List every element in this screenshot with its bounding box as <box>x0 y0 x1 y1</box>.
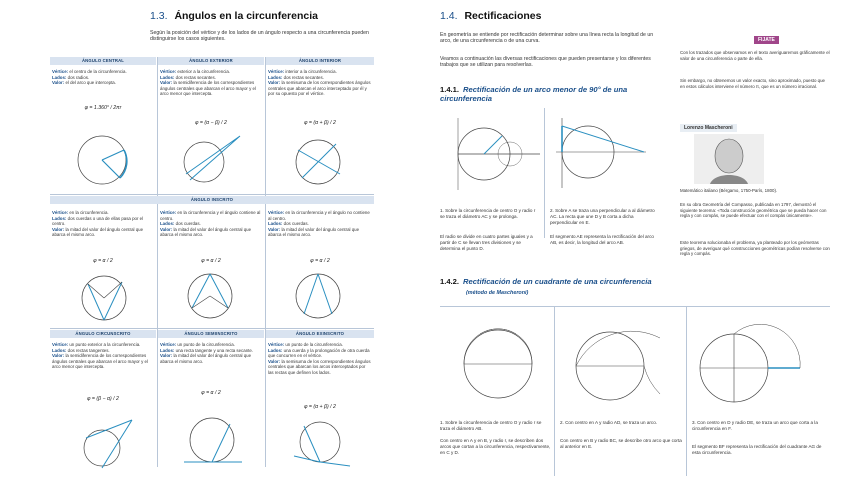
section-divider <box>440 306 830 307</box>
formula-inscrito-2: φ = α / 2 <box>201 258 221 264</box>
caption-m3b: El segmento BF representa la rectificación del cuadrante AG de esta circunferencia. <box>692 444 822 455</box>
row-divider <box>50 328 374 329</box>
header-circunscrito: ÁNGULO CIRCUNSCRITO <box>50 330 156 338</box>
cell-circunscrito: Vértice: un punto exterior a la circunferencia. Lados: dos rectas tangentes. Valor: la semidiferencia de los correspondientes ángulos centrales que abarcan el arco mayor y el arco menor que intercepta. <box>52 342 148 370</box>
figure-inscribed-2 <box>180 268 242 326</box>
cell-inscrito-1: Vértice: en la circunferencia. Lados: dos cuerdas o una de ellas pasa por el centro. Valor: la mitad del valor del ángulo central que abarca el mismo arco. <box>52 210 144 238</box>
figure-inscribed-3 <box>288 268 350 326</box>
cell-inscrito-2: Vértice: en la circunferencia y el ángulo contiene al centro. Lados: dos cuerdas. Valor: la mitad del valor del ángulo central que abarca el mismo arco. <box>160 210 261 238</box>
figure-circumscribed <box>72 412 138 472</box>
subsection-2-heading: 1.4.2. Rectificación de un cuadrante de una circunferencia <box>440 277 652 286</box>
formula-central: φ = 1.360° / 2πr <box>84 105 122 111</box>
cell-exterior: Vértice: exterior a la circunferencia. Lados: dos rectas secantes. Valor: la semidiferencia de los correspondientes ángulos centrales que abarcan el arco mayor y el arco menor que intercepta. <box>160 69 256 97</box>
header-inscrito: ÁNGULO INSCRITO <box>50 196 374 204</box>
cell-exinscrito: Vértice: un punto de la circunferencia. Lados: una cuerda y la prolongación de otra cuerda que concurren en el vértice. Valor: la semisuma de los correspondientes ángulos centrales que abarcan los arcos interceptados por las rectas que definen los lados. <box>268 342 371 375</box>
caption-2b: El segmento AE representa la rectificación del arco AB, es decir, la longitud del arco AB. <box>550 234 654 245</box>
figure-semiinscribed <box>182 410 244 472</box>
subsection-1-heading: 1.4.1. Rectificación de un arco menor de 90° de una circunferencia <box>440 85 628 103</box>
caption-m2a: 2. Con centro en A y radio AD, se traza un arco. <box>560 420 658 425</box>
portrait-image <box>694 134 764 184</box>
sidebar-bio: Matemático italiano (Bérgamo, 1750-París, 1800). <box>680 188 778 193</box>
caption-m1b: Con centro en A y en B, y radio r, se describen dos arcos que cortan a la circunferencia, respectivamente, en C y D. <box>440 438 551 455</box>
cell-inscrito-3: Vértice: en la circunferencia y el ángulo no contiene al centro. Lados: dos cuerdas. Valor: la mitad del valor del ángulo central que abarca el mismo arco. <box>268 210 370 238</box>
figure-interior-angle <box>288 132 352 192</box>
formula-inscrito-3: φ = α / 2 <box>310 258 330 264</box>
header-exterior: ÁNGULO EXTERIOR <box>158 57 264 65</box>
sidebar-note-4: Este teorema solucionaba el problema, ya planteado por los geómetras griegos, de averiguar qué construcciones geométricas podían resolverse con regla y compás. <box>680 240 830 257</box>
header-interior: ÁNGULO INTERIOR <box>266 57 374 65</box>
cell-interior: Vértice: interior a la circunferencia. Lados: dos rectas secantes. Valor: la semisuma de los correspondientes ángulos centrales que abarcan el arco interceptado por él y por su opuesto por el vértice. <box>268 69 371 97</box>
cell-semiinscrito: Vértice: un punto de la circunferencia. Lados: una recta tangente y una recta secante. Valor: la mitad del valor del ángulo central que abarca el mismo arco. <box>160 342 254 364</box>
caption-1a: 1. Sobre la circunferencia de centro O y radio r se traza el diámetro AC y se prolonga. <box>440 208 536 219</box>
figure-divider <box>686 306 687 476</box>
intro-paragraph-1: En geometría se entiende por rectificación determinar sobre una línea recta la longitud de un arco, de una circunferencia o de una curva. <box>440 32 654 45</box>
formula-exterior: φ = (α − β) / 2 <box>195 120 227 126</box>
column-divider <box>265 57 266 467</box>
formula-circunscrito: φ = (β − α) / 2 <box>87 396 119 402</box>
subsection-2-method: (método de Mascheroni) <box>466 290 529 296</box>
row-divider <box>50 194 374 195</box>
column-divider <box>157 57 158 467</box>
caption-1b: El radio se divide en cuatro partes iguales y a partir de C se llevan tres divisiones y se determina el punto D. <box>440 234 533 251</box>
figure-exinscribed <box>290 414 354 472</box>
caption-m3a: 3. Con centro en D y radio DE, se traza un arco que corta a la circunferencia en F. <box>692 420 818 431</box>
section-number: 1.3. <box>150 10 168 22</box>
caption-m1a: 1. Sobre la circunferencia de centro O y radio r se traza el diámetro AB. <box>440 420 542 431</box>
right-page <box>424 0 848 477</box>
figure-mascheroni-2 <box>564 318 682 412</box>
section-number-right: 1.4. <box>440 10 458 22</box>
fijate-tag: FIJATE <box>754 36 779 44</box>
header-central: ÁNGULO CENTRAL <box>50 57 156 65</box>
figure-inscribed-1 <box>74 270 136 326</box>
figure-rectification-2 <box>550 112 650 192</box>
header-semiinscrito: ÁNGULO SEMIINSCRITO <box>158 330 264 338</box>
formula-semiinscrito: φ = α / 2 <box>201 390 221 396</box>
caption-2a: 2. Sobre A se traza una perpendicular a al diámetro AC. La recta que une D y B corta a dicha perpendicular en E. <box>550 208 655 225</box>
section-title <box>150 10 318 22</box>
caption-m2b: Con centro en B y radio BC, se describe otro arco que corta al anterior en E. <box>560 438 682 449</box>
figure-exterior-angle <box>176 130 246 190</box>
section-heading-right: Rectificaciones <box>464 10 542 22</box>
sidebar-note-1: Con los trazados que observamos en el texto averiguaremos gráficamente el valor de una circunferencia o parte de ella. <box>680 50 830 61</box>
intro-text: Según la posición del vértice y de los lados de un ángulo respecto a una circunferencia pueden distinguirse los casos siguientes. <box>150 30 369 43</box>
figure-rectification-1 <box>444 114 542 194</box>
sidebar-note-3: En su obra Geometría del Compasso, publicada en 1797, demostró el siguiente teorema: «Toda construcción geométrica que se pueda hacer con regla y con compás, se puede efectuar con el compás únicamente». <box>680 202 827 219</box>
header-exinscrito: ÁNGULO EXINSCRITO <box>266 330 374 338</box>
sidebar-note-2: Sin embargo, no obtenemos un valor exacto, sino aproximado, puesto que en estos cálculos interviene el número π, que es un número irracional. <box>680 78 825 89</box>
figure-divider <box>544 108 545 238</box>
section-heading: Ángulos en la circunferencia <box>174 10 318 22</box>
formula-inscrito-1: φ = α / 2 <box>93 258 113 264</box>
figure-mascheroni-1 <box>446 318 550 412</box>
figure-divider <box>554 306 555 476</box>
section-title-right <box>440 10 541 22</box>
formula-interior: φ = (α + β) / 2 <box>304 120 336 126</box>
intro-paragraph-2: Veamos a continuación las diversas rectificaciones que pueden presentarse y los diferentes trabajos que se utilizan para resolverlas. <box>440 56 651 69</box>
formula-exinscrito: φ = (α + β) / 2 <box>304 404 336 410</box>
figure-central-angle <box>72 128 136 190</box>
cell-central: Vértice: el centro de la circunferencia. Lados: dos radios. Valor: el del arco que intercepta. <box>52 69 127 86</box>
biography-tag: Lorenzo Mascheroni <box>680 124 737 132</box>
figure-mascheroni-3 <box>690 318 830 412</box>
